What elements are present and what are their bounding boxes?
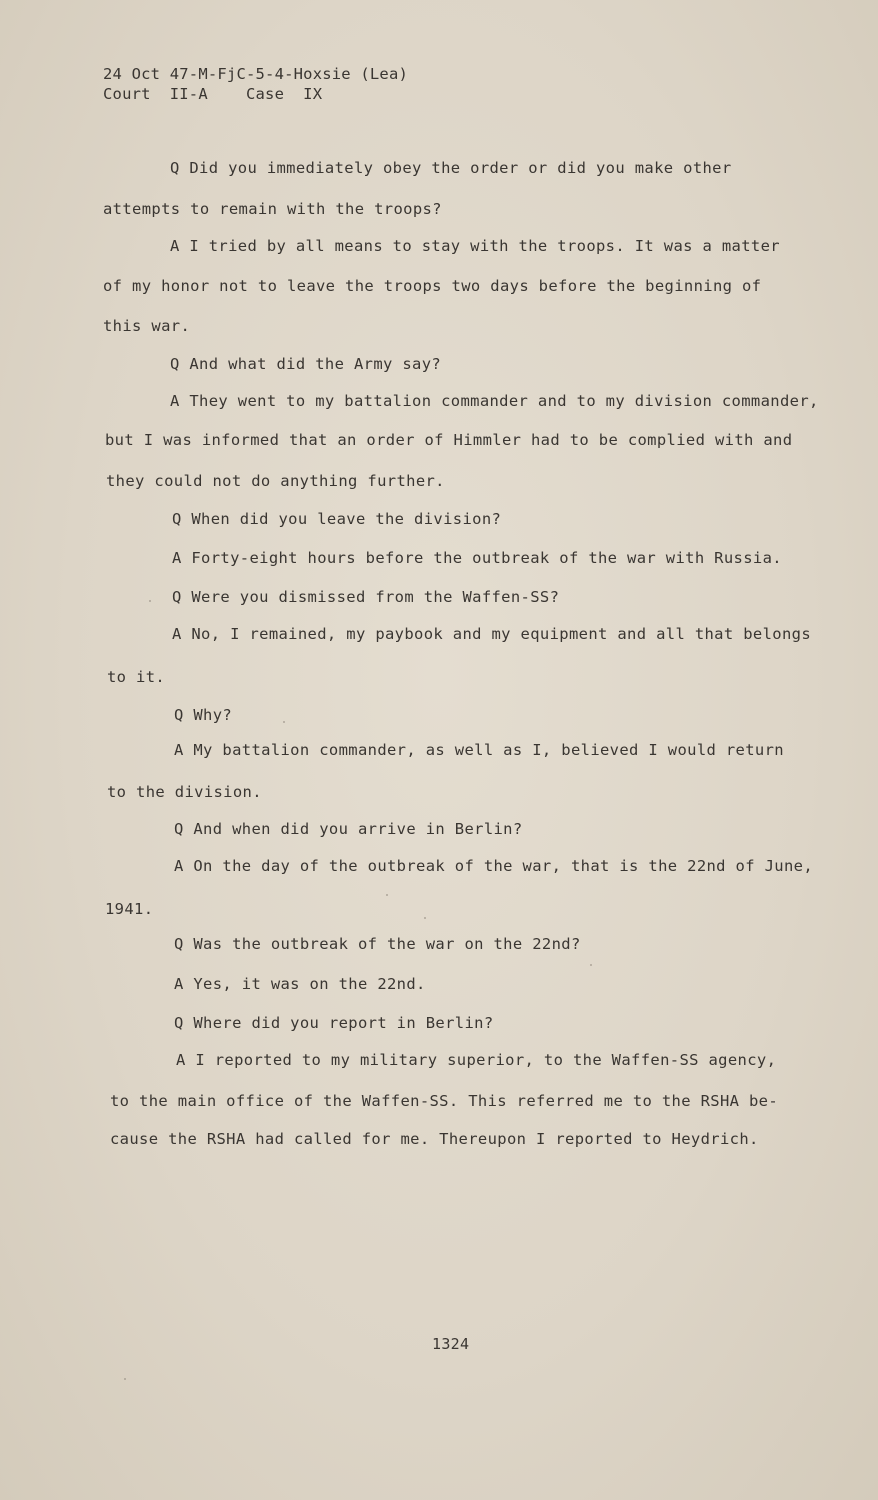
transcript-line: A I reported to my military superior, to the Waffen-SS agency, — [176, 1051, 777, 1069]
page-number: 1324 — [432, 1335, 470, 1353]
transcript-line: attempts to remain with the troops? — [103, 200, 442, 218]
paper-speck — [283, 721, 285, 723]
transcript-line: A I tried by all means to stay with the troops. It was a matter — [170, 237, 780, 255]
transcript-line: Q Was the outbreak of the war on the 22nd? — [174, 935, 581, 953]
transcript-line: Q Why? — [174, 706, 233, 724]
document-header — [103, 64, 408, 104]
transcript-line: but I was informed that an order of Himmler had to be complied with and — [105, 431, 793, 449]
transcript-line: this war. — [103, 317, 191, 335]
transcript-line: A They went to my battalion commander and to my division commander, — [170, 392, 819, 410]
transcript-line: Q When did you leave the division? — [172, 510, 502, 528]
transcript-line: A My battalion commander, as well as I, believed I would return — [174, 741, 784, 759]
transcript-line: cause the RSHA had called for me. Thereupon I reported to Heydrich. — [110, 1130, 759, 1148]
transcript-line: to the main office of the Waffen-SS. This referred me to the RSHA be- — [110, 1092, 779, 1110]
transcript-line: Q And what did the Army say? — [170, 355, 442, 373]
transcript-line: of my honor not to leave the troops two days before the beginning of — [103, 277, 762, 295]
paper-speck — [149, 600, 151, 602]
transcript-line: 1941. — [105, 900, 154, 918]
transcript-line: Q Did you immediately obey the order or did you make other — [170, 159, 732, 177]
transcript-line: Q Where did you report in Berlin? — [174, 1014, 494, 1032]
transcript-line: to it. — [107, 668, 166, 686]
transcript-line: A Forty-eight hours before the outbreak of the war with Russia. — [172, 549, 782, 567]
transcript-line: to the division. — [107, 783, 262, 801]
paper-speck — [124, 1378, 126, 1380]
header-line-2: Court II-A Case IX — [103, 85, 323, 103]
paper-speck — [386, 894, 388, 896]
paper-speck — [424, 917, 426, 919]
transcript-line: A No, I remained, my paybook and my equipment and all that belongs — [172, 625, 811, 643]
transcript-line: they could not do anything further. — [106, 472, 445, 490]
paper-speck — [590, 964, 592, 966]
transcript-line: A Yes, it was on the 22nd. — [174, 975, 426, 993]
transcript-line: Q And when did you arrive in Berlin? — [174, 820, 523, 838]
transcript-line: Q Were you dismissed from the Waffen-SS? — [172, 588, 560, 606]
transcript-line: A On the day of the outbreak of the war, that is the 22nd of June, — [174, 857, 813, 875]
header-line-1: 24 Oct 47-M-FjC-5-4-Hoxsie (Lea) — [103, 65, 409, 83]
